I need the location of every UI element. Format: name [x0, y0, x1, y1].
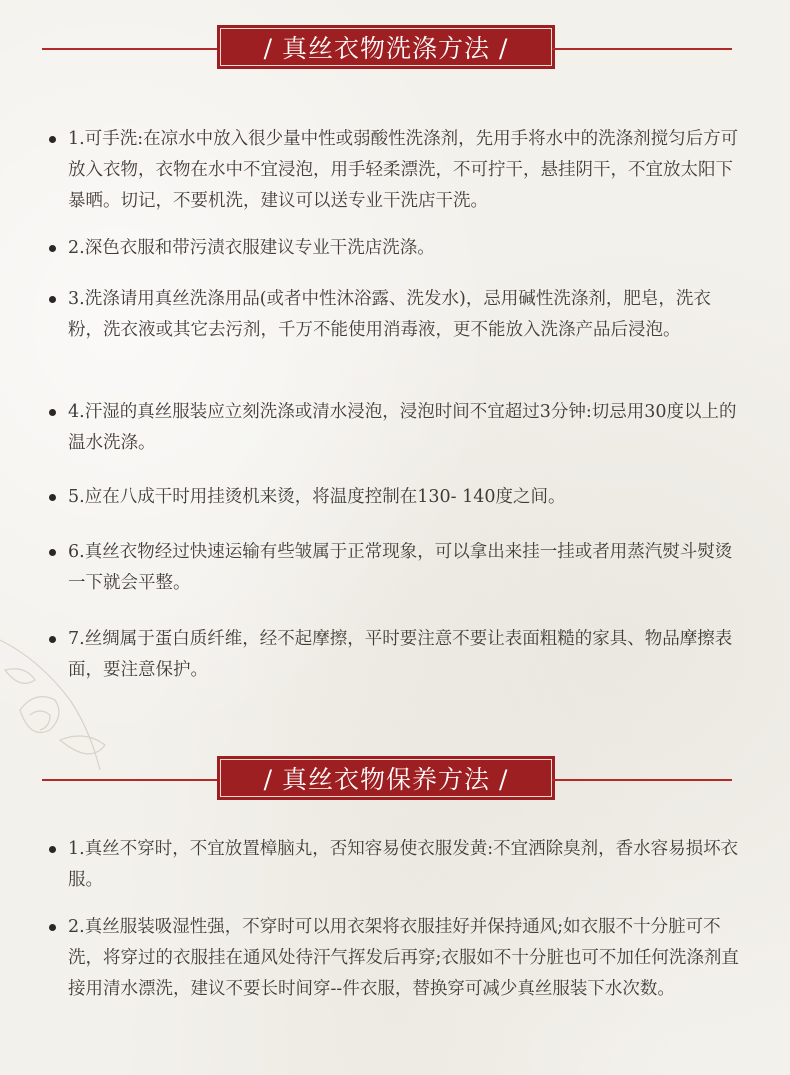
- bullet-icon: [49, 549, 56, 556]
- bullet-icon: [49, 636, 56, 643]
- list-item-text: 4.汗湿的真丝服装应立刻洗涤或清水浸泡，浸泡时间不宜超过3分钟:切忌用30度以上的温水洗涤。: [68, 402, 737, 453]
- bullet-icon: [49, 409, 56, 416]
- list-item-text: 1.真丝不穿时，不宜放置樟脑丸，否知容易使衣服发黄:不宜洒除臭剂，香水容易损坏衣服。: [68, 839, 739, 890]
- header-divider-left: [42, 779, 220, 781]
- bullet-icon: [49, 494, 56, 501]
- list-item-text: 6.真丝衣物经过快速运输有些皱属于正常现象，可以拿出来挂一挂或者用蒸汽熨斗熨烫一下就会平整。: [68, 542, 733, 593]
- washing-section-header: [0, 25, 790, 73]
- header-divider-right: [552, 48, 732, 50]
- list-item-text: 3.洗涤请用真丝洗涤用品(或者中性沐浴露、洗发水)，忌用碱性洗涤剂，肥皂，洗衣粉，洗衣液或其它去污剂，千万不能使用消毒液，更不能放入洗涤产品后浸泡。: [68, 289, 711, 340]
- bullet-icon: [49, 245, 56, 252]
- bullet-icon: [49, 136, 56, 143]
- care-title: / 真丝衣物保养方法 /: [220, 759, 552, 797]
- header-divider-left: [42, 48, 220, 50]
- care-section-header: [0, 756, 790, 804]
- list-item-text: 1.可手洗:在凉水中放入很少量中性或弱酸性洗涤剂，先用手将水中的洗涤剂搅匀后方可放入衣物，衣物在水中不宜浸泡，用手轻柔漂洗，不可拧干，悬挂阴干，不宜放太阳下暴晒。切记，不要机洗，建议可以送专业干洗店干洗。: [68, 129, 739, 211]
- washing-title-box: [217, 25, 555, 69]
- list-item-text: 2.深色衣服和带污渍衣服建议专业干洗店洗涤。: [68, 238, 435, 258]
- bullet-icon: [49, 846, 56, 853]
- list-item-text: 2.真丝服装吸湿性强，不穿时可以用衣架将衣服挂好并保持通风;如衣服不十分脏可不洗，将穿过的衣服挂在通风处待汗气挥发后再穿;衣服如不十分脏也可不加任何洗涤剂直接用清水漂洗，建议不要长时间穿--件衣服，替换穿可减少真丝服装下水次数。: [68, 917, 739, 999]
- washing-title: / 真丝衣物洗涤方法 /: [220, 28, 552, 66]
- bullet-icon: [49, 924, 56, 931]
- list-item-text: 5.应在八成干时用挂烫机来烫，将温度控制在130- 140度之间。: [68, 487, 566, 507]
- care-title-box: [217, 756, 555, 800]
- bullet-icon: [49, 296, 56, 303]
- header-divider-right: [552, 779, 732, 781]
- list-item-text: 7.丝绸属于蛋白质纤维，经不起摩擦，平时要注意不要让表面粗糙的家具、物品摩擦表面，要注意保护。: [68, 629, 733, 680]
